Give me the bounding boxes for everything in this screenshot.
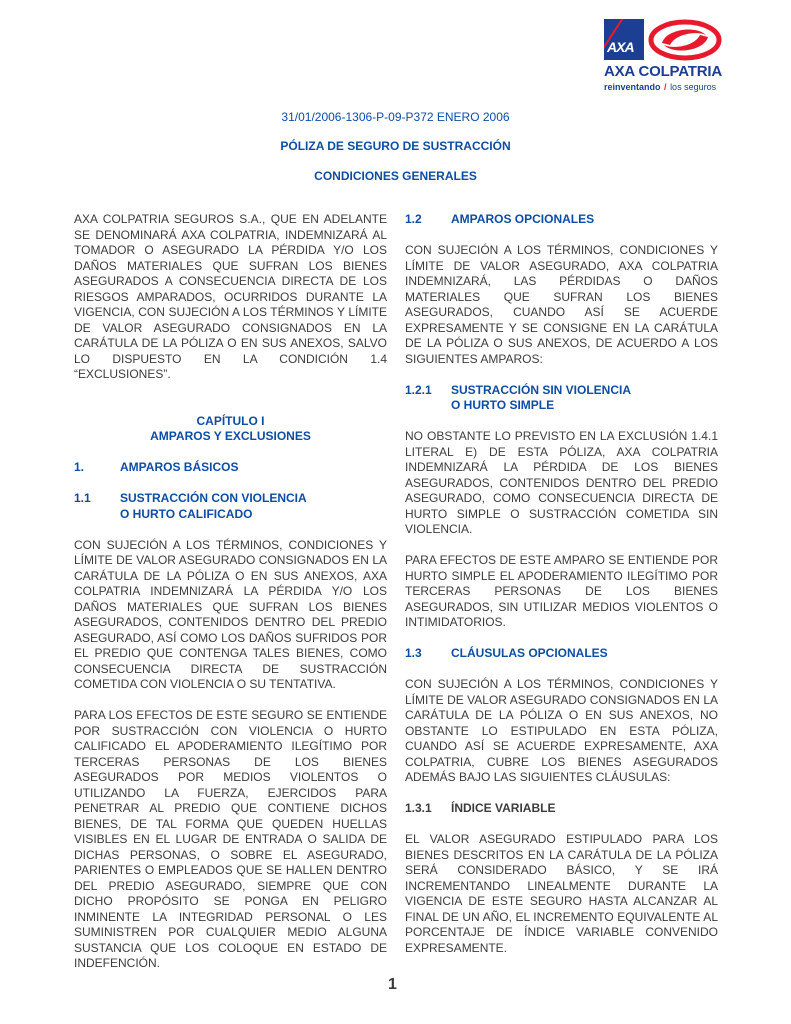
section-title: AMPAROS OPCIONALES <box>451 212 595 226</box>
brand-name: AXA COLPATRIA <box>604 63 722 80</box>
brand-tagline <box>604 82 716 92</box>
page-number: 1 <box>388 976 397 993</box>
section-number: 1.2.1 <box>405 382 432 397</box>
section-title <box>120 491 387 522</box>
axa-colpatria-logo <box>604 19 722 93</box>
section-title: CLÁUSULAS OPCIONALES <box>451 646 608 660</box>
document-code: 31/01/2006-1306-P-09-P372 ENERO 2006 <box>281 110 510 124</box>
section-number: 1.3.1 <box>405 801 432 815</box>
section-1-2-1-paragraph-1: NO OBSTANTE LO PREVISTO EN LA EXCLUSIÓN 1.4.1 LITERAL E) DE ESTA PÓLIZA, AXA COLPATRIA INDEMNIZARÁ LA PÉRDIDA DE LOS BIENES ASEGURADOS, CONTENIDOS DENTRO DEL PREDIO ASEGURADO, COMO CONSECUENCIA DIRECTA DE HURTO SIMPLE O SUSTRACCIÓN COMETIDA SIN VIOLENCIA. <box>405 429 718 536</box>
right-column <box>405 212 718 956</box>
section-1-2-heading <box>405 212 718 228</box>
section-1-3-paragraph: CON SUJECIÓN A LOS TÉRMINOS, CONDICIONES Y LÍMITE DE VALOR ASEGURADO CONSIGNADOS EN LA CARÁTULA DE LA PÓLIZA O EN SUS ANEXOS, NO OBSTANTE LO ESTIPULADO EN ESTA PÓLIZA, CUANDO ASÍ SE ACUERDE EXPRESAMENTE, AXA COLPATRIA, CUBRE LOS BIENES ASEGURADOS ADEMÁS BAJO LAS SIGUIENTES CLÁUSULAS: <box>405 677 718 784</box>
section-number: 1.1 <box>74 491 91 505</box>
tagline-rest: los seguros <box>670 82 717 92</box>
section-title: ÍNDICE VARIABLE <box>451 801 556 815</box>
section-number: 1.3 <box>405 646 422 660</box>
colpatria-swirl-icon <box>648 19 722 61</box>
section-1-3-1-paragraph: EL VALOR ASEGURADO ESTIPULADO PARA LOS BIENES DESCRITOS EN LA CARÁTULA DE LA PÓLIZA SERÁ CONSIDERADO BÁSICO, Y SE IRÁ INCREMENTANDO LINEALMENTE DURANTE LA VIGENCIA DE ESTE SEGURO HASTA ALCANZAR AL FINAL DE UN AÑO, EL INCREMENTO EQUIVALENTE AL PORCENTAJE DE ÍNDICE VARIABLE CONVENIDO EXPRESAMENTE. <box>405 832 718 955</box>
chapter-heading <box>74 398 387 445</box>
section-1-1-paragraph-1: CON SUJECIÓN A LOS TÉRMINOS, CONDICIONES Y LÍMITE DE VALOR ASEGURADO CONSIGNADOS EN LA CARÁTULA DE LA PÓLIZA O EN SUS ANEXOS, AXA COLPATRIA INDEMNIZARÁ LA PÉRDIDA Y/O LOS DAÑOS MATERIALES QUE SUFRAN LOS BIENES ASEGURADOS, CONTENIDOS DENTRO DEL PREDIO ASEGURADO, ASÍ COMO LOS DAÑOS SUFRIDOS POR EL PREDIO QUE CONTENGA TALES BIENES, COMO CONSECUENCIA DIRECTA DE SUSTRACCIÓN COMETIDA CON VIOLENCIA O SU TENTATIVA. <box>74 537 387 691</box>
section-1-1-paragraph-2: PARA LOS EFECTOS DE ESTE SEGURO SE ENTIENDE POR SUSTRACCIÓN CON VIOLENCIA O HURTO CALIFICADO EL APODERAMIENTO ILEGÍTIMO POR TERCERAS PERSONAS DE LOS BIENES ASEGURADOS POR MEDIOS VIOLENTOS O UTILIZANDO LA FUERZA, EJERCIDOS PARA PENETRAR AL PREDIO QUE CONTIENE DICHOS BIENES, DE TAL FORMA QUE QUEDEN HUELLAS VISIBLES EN EL LUGAR DE ENTRADA O SALIDA DE DICHAS PERSONAS, O SOBRE EL ASEGURADO, PARIENTES O EMPLEADOS QUE SE HALLEN DENTRO DEL PREDIO ASEGURADO, SIEMPRE QUE CON DICHO PROPÓSITO SE PONGA EN PELIGRO INMINENTE LA INTEGRIDAD PERSONAL O LES SUMINISTREN POR CUALQUIER MEDIO ALGUNA SUSTANCIA QUE LOS COLOQUE EN ESTADO DE INDEFENCIÓN. <box>74 708 387 970</box>
section-1-3-1-heading <box>405 801 718 817</box>
section-1-3-heading <box>405 646 718 662</box>
section-number: 1.2 <box>405 212 422 226</box>
left-column <box>74 212 387 972</box>
section-number: 1. <box>74 460 85 474</box>
section-title-line: O HURTO SIMPLE <box>451 398 555 412</box>
section-title <box>451 383 718 414</box>
axa-mark-text: AXA <box>607 39 634 55</box>
axa-mark-icon <box>604 19 644 60</box>
chapter-number: CAPÍTULO I <box>196 413 265 428</box>
section-1-2-paragraph: CON SUJECIÓN A LOS TÉRMINOS, CONDICIONES Y LÍMITE DE VALOR ASEGURADO, AXA COLPATRIA INDEMNIZARÁ, LAS PÉRDIDAS O DAÑOS MATERIALES QUE SUFRAN LOS BIENES ASEGURADOS, CUANDO ASÍ SE ACUERDE EXPRESAMENTE Y SE CONSIGNE EN LA CARÁTULA DE LA PÓLIZA O SUS ANEXOS, DE ACUERDO A LOS SIGUIENTES AMPAROS: <box>405 243 718 366</box>
chapter-title: AMPAROS Y EXCLUSIONES <box>150 429 311 443</box>
document-title: PÓLIZA DE SEGURO DE SUSTRACCIÓN <box>280 139 511 153</box>
section-title: AMPAROS BÁSICOS <box>120 460 239 474</box>
tagline-bold: reinventando <box>604 82 661 92</box>
section-1-2-1-heading <box>405 383 718 414</box>
document-subtitle: CONDICIONES GENERALES <box>314 169 477 183</box>
section-1-2-1-paragraph-2: PARA EFECTOS DE ESTE AMPARO SE ENTIENDE POR HURTO SIMPLE EL APODERAMIENTO ILEGÍTIMO POR TERCERAS PERSONAS DE LOS BIENES ASEGURADOS, SIN UTILIZAR MEDIOS VIOLENTOS O INTIMIDATORIOS. <box>405 553 718 629</box>
section-title-line: SUSTRACCIÓN CON VIOLENCIA <box>120 491 307 505</box>
section-1-1-heading <box>74 491 387 522</box>
section-1-heading <box>74 460 387 476</box>
intro-paragraph: AXA COLPATRIA SEGUROS S.A., QUE EN ADELANTE SE DENOMINARÁ AXA COLPATRIA, INDEMNIZARÁ AL TOMADOR O ASEGURADO LA PÉRDIDA Y/O LOS DAÑOS MATERIALES QUE SUFRAN LOS BIENES ASEGURADOS A CONSECUENCIA DIRECTA DE LOS RIESGOS AMPARADOS, OCURRIDOS DURANTE LA VIGENCIA, CON SUJECIÓN A LOS TÉRMINOS Y LÍMITE DE VALOR ASEGURADO CONSIGNADOS EN LA CARÁTULA DE LA PÓLIZA O EN SUS ANEXOS, SALVO LO DISPUESTO EN LA CONDICIÓN 1.4 “EXCLUSIONES”. <box>74 212 387 381</box>
tagline-separator: / <box>664 82 667 92</box>
section-title-line: SUSTRACCIÓN SIN VIOLENCIA <box>451 382 632 397</box>
section-title-line: O HURTO CALIFICADO <box>120 506 253 521</box>
